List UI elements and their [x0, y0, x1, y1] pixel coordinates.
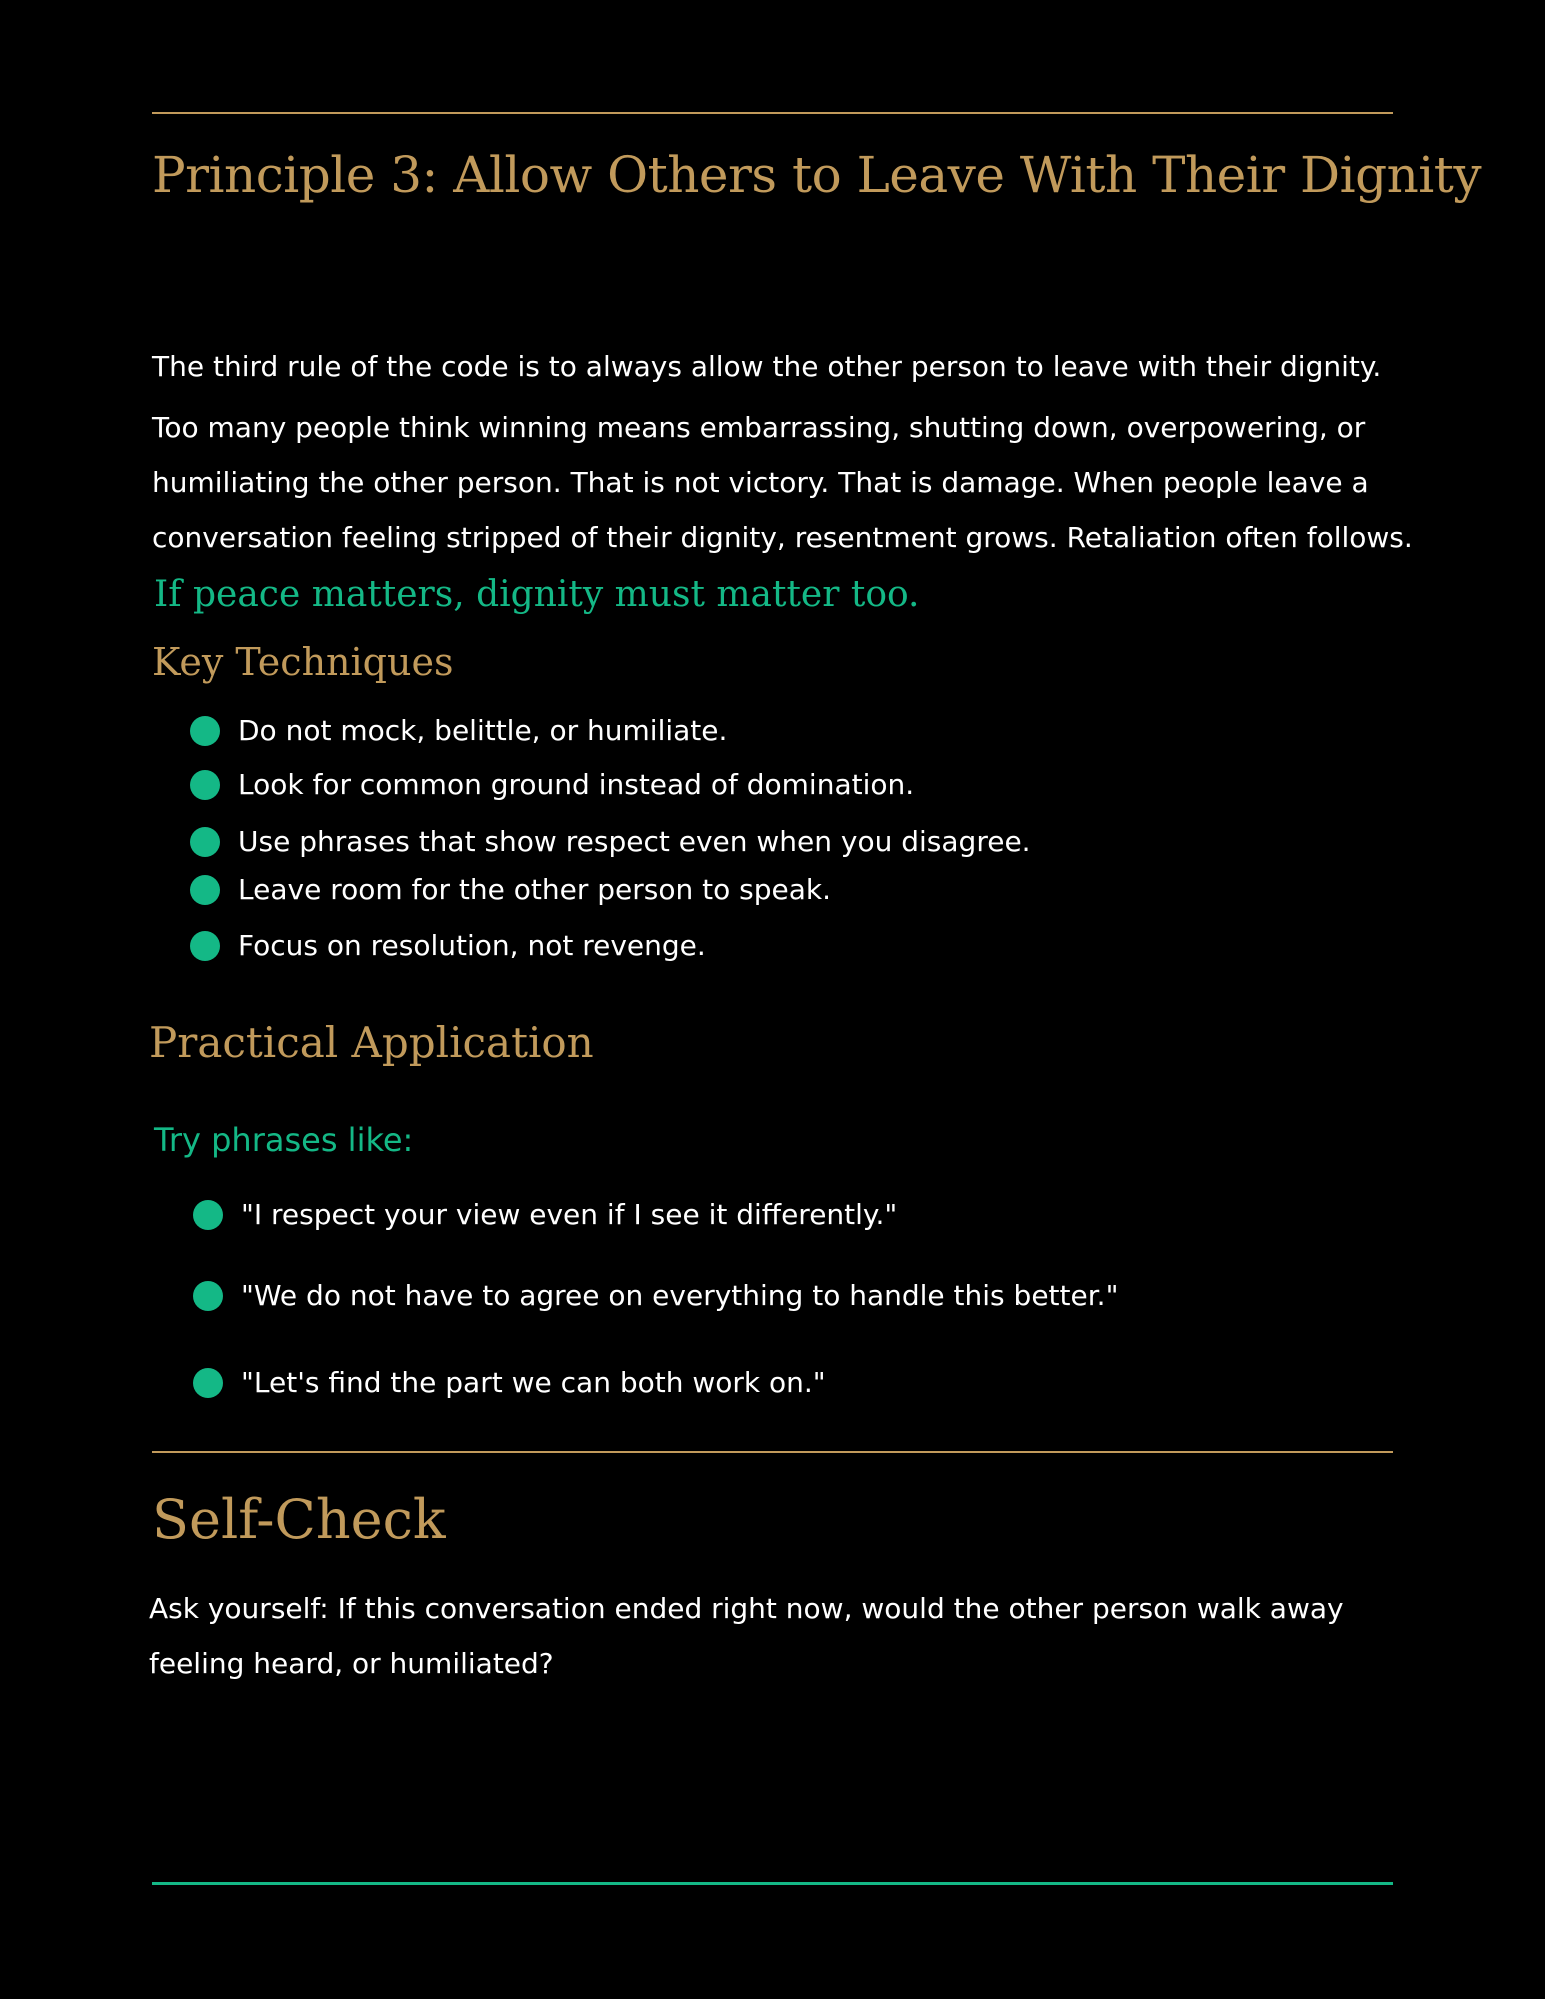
technique-text: Use phrases that show respect even when you disagree. [238, 825, 1031, 858]
phrase-text: "I respect your view even if I see it differently." [241, 1198, 898, 1231]
self-check-line-1: Ask yourself: If this conversation ended right now, would the other person walk away [149, 1592, 1344, 1625]
list-item [190, 714, 727, 747]
bullet-dot-icon [190, 716, 220, 746]
technique-text: Look for common ground instead of domination. [238, 768, 915, 801]
intro-line-2: Too many people think winning means embarrassing, shutting down, overpowering, or [152, 411, 1366, 444]
bullet-dot-icon [190, 931, 220, 961]
bottom-divider [152, 1882, 1393, 1885]
technique-text: Do not mock, belittle, or humiliate. [238, 714, 728, 747]
list-item [193, 1366, 826, 1399]
intro-line-4: conversation feeling stripped of their dignity, resentment grows. Retaliation often follows. [152, 521, 1413, 554]
phrase-text: "Let's find the part we can both work on." [241, 1366, 826, 1399]
list-item [190, 768, 914, 801]
self-check-line-2: feeling heard, or humiliated? [149, 1647, 554, 1680]
top-divider [152, 112, 1393, 114]
intro-highlight: If peace matters, dignity must matter too. [154, 574, 920, 615]
list-item [190, 873, 831, 906]
section-divider [152, 1451, 1393, 1453]
technique-text: Leave room for the other person to speak. [238, 873, 832, 906]
bullet-dot-icon [193, 1368, 223, 1398]
list-item [193, 1198, 897, 1231]
list-item [193, 1279, 1118, 1312]
phrase-text: "We do not have to agree on everything to handle this better." [241, 1279, 1119, 1312]
technique-text: Focus on resolution, not revenge. [238, 929, 706, 962]
principle-title: Principle 3: Allow Others to Leave With Their Dignity [152, 146, 1482, 204]
bullet-dot-icon [190, 770, 220, 800]
list-item [190, 929, 706, 962]
intro-line-3: humiliating the other person. That is not victory. That is damage. When people leave a [152, 466, 1369, 499]
bullet-dot-icon [193, 1281, 223, 1311]
bullet-dot-icon [190, 827, 220, 857]
bullet-dot-icon [190, 875, 220, 905]
practical-application-heading: Practical Application [149, 1018, 594, 1067]
self-check-heading: Self-Check [152, 1488, 446, 1551]
key-techniques-heading: Key Techniques [152, 640, 454, 684]
bullet-dot-icon [193, 1200, 223, 1230]
phrases-prompt: Try phrases like: [154, 1121, 414, 1159]
list-item [190, 825, 1031, 858]
intro-line-1: The third rule of the code is to always allow the other person to leave with their dignity. [152, 350, 1382, 383]
